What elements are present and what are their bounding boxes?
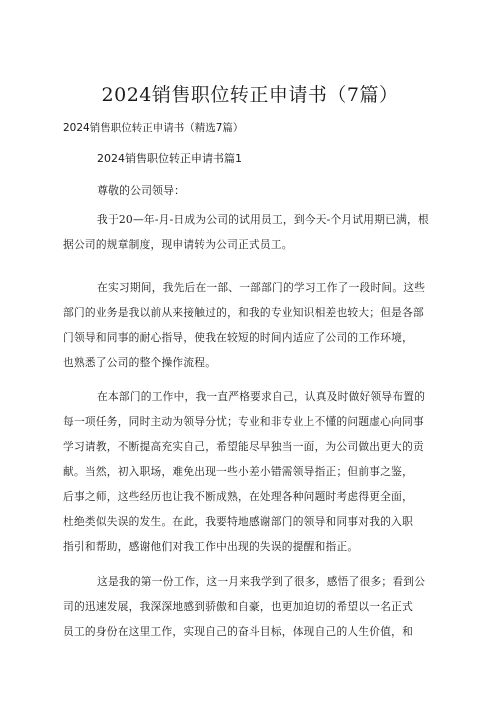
paragraph-4 — [63, 569, 437, 644]
paragraph-line: 在本部门的工作中，我一直严格要求自己，认真及时做好领导布置的 — [97, 390, 426, 403]
document-subtitle: 2024销售职位转正申请书（精选7篇） — [63, 122, 244, 134]
paragraph-line: 每一项任务，同时主动为领导分忧；专业和非专业上不懂的问题虚心向同事 — [63, 415, 424, 428]
paragraph-line: 学习请教，不断提高充实自己，希望能尽早独当一面，为公司做出更大的贡 — [63, 440, 424, 453]
paragraph-line: 司的迅速发展，我深深地感到骄傲和自豪，也更加迫切的希望以一名正式 — [63, 600, 414, 613]
paragraph-1 — [63, 207, 437, 257]
document-title: 2024销售职位转正申请书（7篇） — [101, 84, 399, 106]
paragraph-line: 我于20—年-月-日成为公司的试用员工，到今天-个月试用期已满，根 — [97, 213, 429, 226]
paragraph-line: 据公司的规章制度，现申请转为公司正式员工。 — [63, 238, 293, 251]
paragraph-2 — [63, 275, 437, 375]
paragraph-line: 献。当然，初入职场，难免出现一些小差小错需领导指正；但前事之鉴， — [63, 465, 414, 478]
paragraph-line: 这是我的第一份工作，这一月来我学到了很多，感悟了很多；看到公 — [97, 575, 426, 588]
paragraph-3 — [63, 384, 437, 559]
paragraph-line: 指引和帮助，感谢他们对我工作中出现的失误的提醒和指正。 — [63, 540, 359, 553]
letter-greeting: 尊敬的公司领导： — [97, 184, 185, 197]
paragraph-line: 杜绝类似失误的发生。在此，我要特地感谢部门的领导和同事对我的入职 — [63, 515, 414, 528]
paragraph-line: 门领导和同事的耐心指导，使我在较短的时间内适应了公司的工作环境， — [63, 331, 414, 344]
paragraph-line: 部门的业务是我以前从来接触过的，和我的专业知识相差也较大；但是各部 — [63, 306, 424, 319]
paragraph-line: 员工的身份在这里工作，实现自己的奋斗目标，体现自己的人生价值，和 — [63, 625, 414, 638]
paragraph-line: 后事之师，这些经历也让我不断成熟，在处理各种问题时考虑得更全面， — [63, 490, 414, 503]
paragraph-line: 在实习期间，我先后在一部、一部部门的学习工作了一段时间。这些 — [97, 281, 426, 294]
paragraph-line: 也熟悉了公司的整个操作流程。 — [63, 356, 217, 369]
section-heading: 2024销售职位转正申请书篇1 — [97, 152, 242, 165]
